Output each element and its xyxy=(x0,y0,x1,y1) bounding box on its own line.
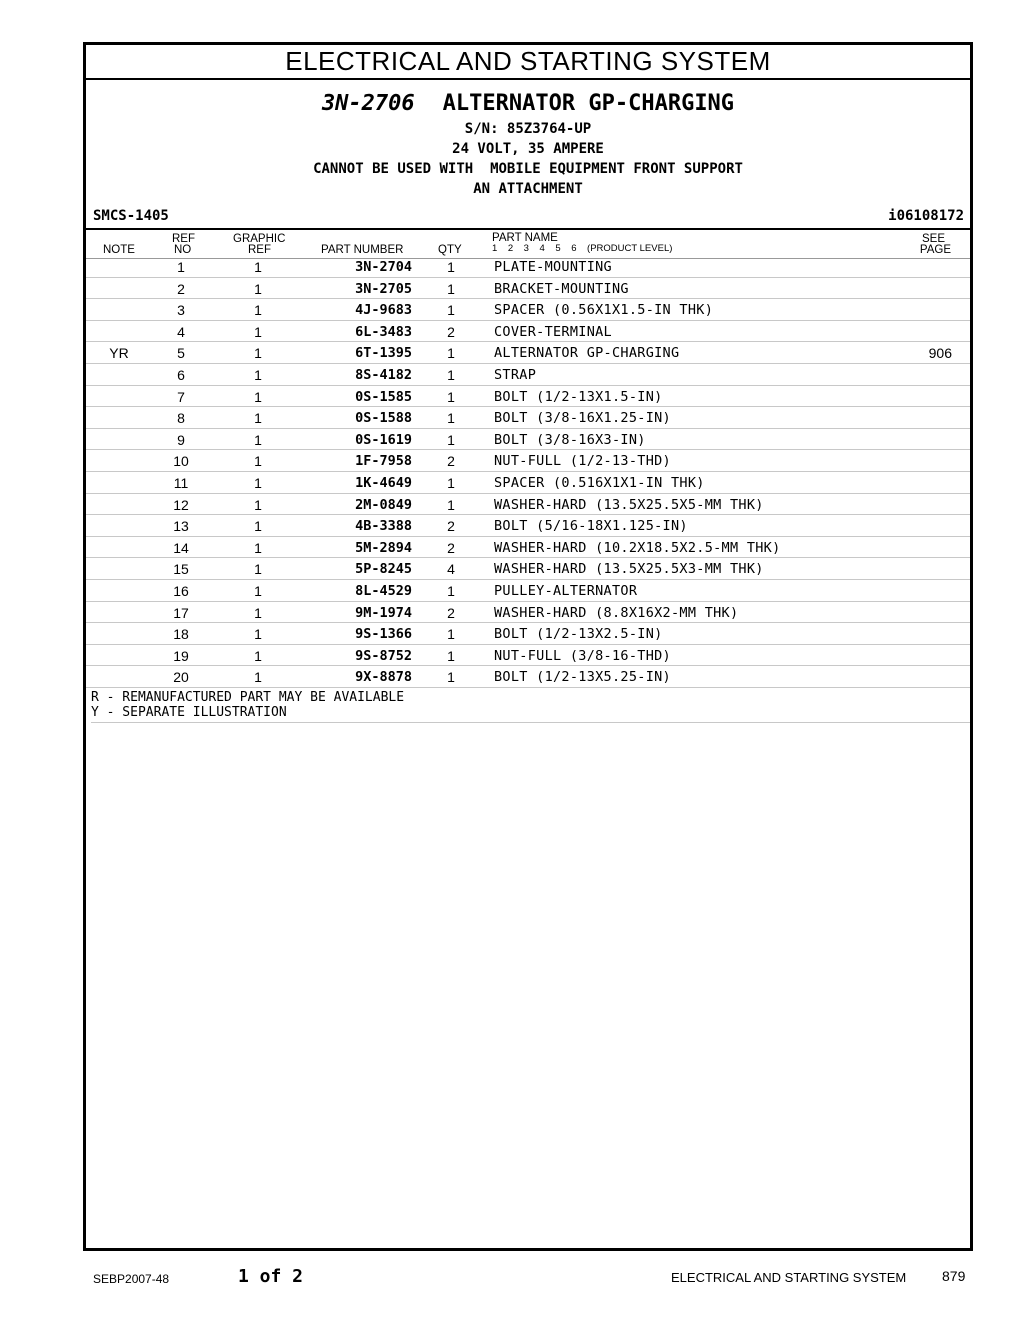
ref-cell: 2 xyxy=(177,280,185,297)
qty-cell: 1 xyxy=(447,582,455,599)
ref-cell: 20 xyxy=(173,669,189,686)
part-number-cell: 8S-4182 xyxy=(355,366,412,383)
col-product-levels: 1 2 3 4 5 6 (PRODUCT LEVEL) xyxy=(492,243,673,254)
qty-cell: 1 xyxy=(447,302,455,319)
col-see-top: SEE xyxy=(921,233,945,245)
table-row xyxy=(86,537,970,559)
part-number-cell: 5M-2894 xyxy=(355,539,412,556)
smcs-row xyxy=(93,205,964,227)
smcs-code: SMCS-1405 xyxy=(93,208,169,224)
part-name-cell: BOLT (3/8-16X3-IN) xyxy=(494,431,646,448)
part-name-cell: SPACER (0.516X1X1-IN THK) xyxy=(494,474,705,491)
qty-cell: 4 xyxy=(447,561,455,578)
parts-list xyxy=(86,256,970,688)
ref-cell: 15 xyxy=(173,561,189,578)
qty-cell: 1 xyxy=(447,410,455,427)
graphic-ref-cell: 1 xyxy=(254,431,262,448)
group-part-number: 3N-2706 xyxy=(321,91,415,116)
qty-cell: 2 xyxy=(447,604,455,621)
restriction-line-1: CANNOT BE USED WITH MOBILE EQUIPMENT FRONT SUPPORT xyxy=(313,161,743,177)
col-graphic-top: GRAPHIC xyxy=(233,233,286,245)
part-number-cell: 8L-4529 xyxy=(355,582,412,599)
spec-line: 24 VOLT, 35 AMPERE xyxy=(452,141,604,157)
footer-section: ELECTRICAL AND STARTING SYSTEM xyxy=(671,1270,907,1285)
graphic-ref-cell: 1 xyxy=(254,259,262,275)
table-row xyxy=(86,386,970,408)
graphic-ref-cell: 1 xyxy=(254,604,262,621)
ref-cell: 12 xyxy=(173,496,189,513)
ref-cell: 10 xyxy=(173,453,189,470)
part-number-cell: 6T-1395 xyxy=(355,345,412,362)
table-row xyxy=(86,429,970,451)
qty-cell: 1 xyxy=(447,474,455,491)
legend-line-1: R - REMANUFACTURED PART MAY BE AVAILABLE xyxy=(91,690,405,705)
ref-cell: 8 xyxy=(177,410,185,427)
part-name-cell: WASHER-HARD (13.5X25.5X5-MM THK) xyxy=(494,496,764,513)
part-number-cell: 2M-0849 xyxy=(355,496,412,513)
qty-cell: 1 xyxy=(447,626,455,643)
ref-cell: 6 xyxy=(177,366,185,383)
page-number: 879 xyxy=(942,1268,966,1284)
illustration-id: i06108172 xyxy=(888,208,964,224)
ref-cell: 1 xyxy=(177,259,185,275)
graphic-ref-cell: 1 xyxy=(254,626,262,643)
table-row xyxy=(86,321,970,343)
graphic-ref-cell: 1 xyxy=(254,647,262,664)
part-number-cell: 9M-1974 xyxy=(355,604,412,621)
graphic-ref-cell: 1 xyxy=(254,388,262,405)
graphic-ref-cell: 1 xyxy=(254,323,262,340)
graphic-ref-cell: 1 xyxy=(254,410,262,427)
part-number-cell: 5P-8245 xyxy=(355,561,412,578)
ref-cell: 19 xyxy=(173,647,189,664)
table-row xyxy=(86,342,970,364)
part-name-cell: PULLEY-ALTERNATOR xyxy=(494,582,638,599)
col-ref-top: REF xyxy=(172,233,195,245)
table-row xyxy=(86,407,970,429)
part-name-cell: WASHER-HARD (10.2X18.5X2.5-MM THK) xyxy=(494,539,781,556)
table-row xyxy=(86,602,970,624)
qty-cell: 1 xyxy=(447,431,455,448)
qty-cell: 1 xyxy=(447,366,455,383)
part-number-cell: 1F-7958 xyxy=(355,453,412,470)
qty-cell: 1 xyxy=(447,647,455,664)
qty-cell: 1 xyxy=(447,280,455,297)
ref-cell: 4 xyxy=(177,323,185,340)
part-number-cell: 0S-1585 xyxy=(355,388,412,405)
section-title: ELECTRICAL AND STARTING SYSTEM xyxy=(86,45,970,80)
qty-cell: 1 xyxy=(447,388,455,405)
qty-cell: 2 xyxy=(447,323,455,340)
graphic-ref-cell: 1 xyxy=(254,518,262,535)
part-number-cell: 1K-4649 xyxy=(355,474,412,491)
part-name-cell: STRAP xyxy=(494,366,537,383)
part-name-cell: SPACER (0.56X1X1.5-IN THK) xyxy=(494,302,714,319)
graphic-ref-cell: 1 xyxy=(254,474,262,491)
qty-cell: 1 xyxy=(447,669,455,686)
part-name-cell: BOLT (5/16-18X1.125-IN) xyxy=(494,518,688,535)
part-name-cell: PLATE-MOUNTING xyxy=(494,259,612,275)
graphic-ref-cell: 1 xyxy=(254,345,262,362)
part-header xyxy=(86,81,970,199)
graphic-ref-cell: 1 xyxy=(254,539,262,556)
part-name-cell: ALTERNATOR GP-CHARGING xyxy=(494,345,680,362)
part-name-cell: NUT-FULL (1/2-13-THD) xyxy=(494,453,671,470)
graphic-ref-cell: 1 xyxy=(254,669,262,686)
part-number-cell: 4J-9683 xyxy=(355,302,412,319)
qty-cell: 2 xyxy=(447,539,455,556)
ref-cell: 3 xyxy=(177,302,185,319)
qty-cell: 2 xyxy=(447,453,455,470)
ref-cell: 5 xyxy=(177,345,185,362)
note-cell: YR xyxy=(109,345,129,362)
part-name-cell: BOLT (3/8-16X1.25-IN) xyxy=(494,410,671,427)
part-name-cell: BOLT (1/2-13X2.5-IN) xyxy=(494,626,663,643)
table-row xyxy=(86,558,970,580)
see-page-cell: 906 xyxy=(928,345,952,362)
table-row xyxy=(86,299,970,321)
col-graphic-bottom: REF xyxy=(248,244,271,256)
table-row xyxy=(86,472,970,494)
part-number-cell: 4B-3388 xyxy=(355,518,412,535)
column-header xyxy=(86,228,970,259)
page-of: 1 of 2 xyxy=(238,1266,304,1287)
graphic-ref-cell: 1 xyxy=(254,582,262,599)
col-qty: QTY xyxy=(438,244,462,256)
group-part-name: ALTERNATOR GP-CHARGING xyxy=(442,91,735,116)
table-row xyxy=(86,278,970,300)
part-name-cell: COVER-TERMINAL xyxy=(494,323,612,340)
qty-cell: 1 xyxy=(447,345,455,362)
table-row xyxy=(86,666,970,688)
col-part-name: PART NAME xyxy=(492,232,558,244)
ref-cell: 7 xyxy=(177,388,185,405)
ref-cell: 9 xyxy=(177,431,185,448)
graphic-ref-cell: 1 xyxy=(254,496,262,513)
part-name-cell: BOLT (1/2-13X1.5-IN) xyxy=(494,388,663,405)
part-name-cell: BOLT (1/2-13X5.25-IN) xyxy=(494,669,671,686)
graphic-ref-cell: 1 xyxy=(254,561,262,578)
graphic-ref-cell: 1 xyxy=(254,453,262,470)
part-number-cell: 0S-1619 xyxy=(355,431,412,448)
legend xyxy=(91,689,970,723)
serial-number: S/N: 85Z3764-UP xyxy=(464,121,592,137)
ref-cell: 13 xyxy=(173,518,189,535)
col-ref-bottom: NO xyxy=(174,244,192,256)
ref-cell: 18 xyxy=(173,626,189,643)
legend-line-2: Y - SEPARATE ILLUSTRATION xyxy=(91,705,287,720)
table-row xyxy=(86,623,970,645)
document-id: SEBP2007-48 xyxy=(93,1272,170,1286)
col-part-number: PART NUMBER xyxy=(321,244,404,256)
ref-cell: 16 xyxy=(173,582,189,599)
part-number-cell: 3N-2705 xyxy=(355,280,412,297)
table-row xyxy=(86,364,970,386)
part-number-cell: 3N-2704 xyxy=(355,259,412,275)
part-name-cell: WASHER-HARD (8.8X16X2-MM THK) xyxy=(494,604,739,621)
ref-cell: 14 xyxy=(173,539,189,556)
part-name-cell: NUT-FULL (3/8-16-THD) xyxy=(494,647,671,664)
col-see-bottom: PAGE xyxy=(919,244,951,256)
table-row xyxy=(86,515,970,537)
table-row xyxy=(86,494,970,516)
part-name-cell: WASHER-HARD (13.5X25.5X3-MM THK) xyxy=(494,561,764,578)
col-note: NOTE xyxy=(103,244,135,256)
part-number-cell: 9X-8878 xyxy=(355,669,412,686)
graphic-ref-cell: 1 xyxy=(254,366,262,383)
graphic-ref-cell: 1 xyxy=(254,302,262,319)
qty-cell: 1 xyxy=(447,259,455,275)
ref-cell: 11 xyxy=(173,474,189,491)
ref-cell: 17 xyxy=(173,604,189,621)
table-row xyxy=(86,450,970,472)
restriction-line-2: AN ATTACHMENT xyxy=(473,181,583,197)
graphic-ref-cell: 1 xyxy=(254,280,262,297)
qty-cell: 2 xyxy=(447,518,455,535)
table-row xyxy=(86,645,970,667)
part-number-cell: 6L-3483 xyxy=(355,323,412,340)
part-number-cell: 9S-1366 xyxy=(355,626,412,643)
part-number-cell: 0S-1588 xyxy=(355,410,412,427)
part-number-cell: 9S-8752 xyxy=(355,647,412,664)
part-name-cell: BRACKET-MOUNTING xyxy=(494,280,629,297)
table-row xyxy=(86,580,970,602)
page-frame xyxy=(83,42,973,1251)
qty-cell: 1 xyxy=(447,496,455,513)
table-row xyxy=(86,256,970,278)
page-footer xyxy=(0,1262,1020,1292)
group-title xyxy=(86,89,970,119)
